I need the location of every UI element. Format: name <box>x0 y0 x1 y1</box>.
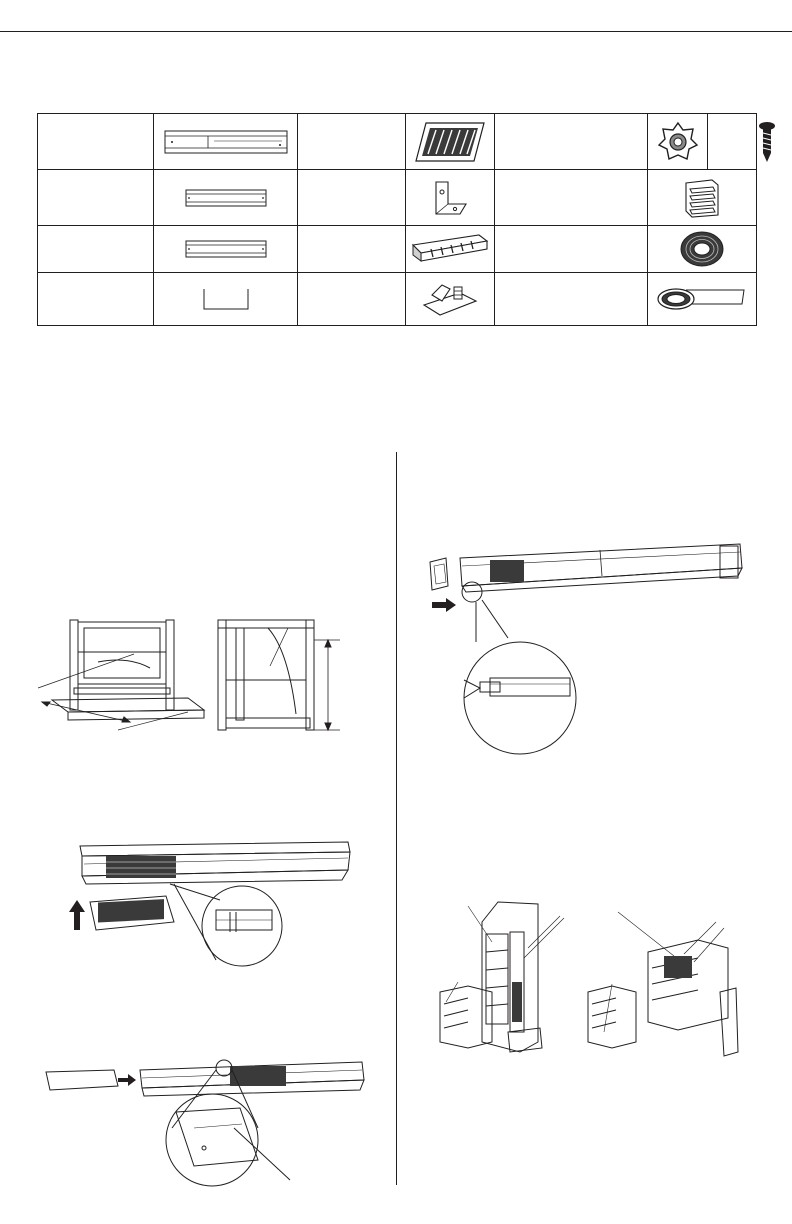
part-label-cell <box>38 114 154 170</box>
part-label-cell <box>298 114 406 170</box>
lock-clip-icon <box>420 279 480 319</box>
top-rule <box>0 31 792 32</box>
guide-rail-icon <box>409 231 491 267</box>
wing-nut-cell <box>648 114 708 170</box>
part-label-cell <box>38 226 154 273</box>
louvered-cover-cell <box>648 170 757 226</box>
extension-panel-icon <box>185 240 267 258</box>
part-label-cell <box>708 114 757 170</box>
guide-rail-cell <box>406 226 495 273</box>
main-panel-icon <box>164 129 288 155</box>
panel-slide-illustration <box>44 1058 364 1180</box>
part-label-cell <box>298 226 406 273</box>
l-bracket-icon <box>430 178 470 218</box>
tape-roll-icon <box>656 284 748 314</box>
part-label-cell <box>38 273 154 326</box>
part-label-cell <box>38 170 154 226</box>
u-channel-cell <box>154 273 298 326</box>
part-label-cell <box>298 273 406 326</box>
tape-roll-cell <box>648 273 757 326</box>
foam-seal-roll-icon <box>679 229 725 269</box>
part-label-cell <box>495 273 648 326</box>
louvered-cover-icon <box>682 177 722 219</box>
parts-row <box>38 170 757 226</box>
wing-nut-icon <box>656 120 700 164</box>
part-label-cell <box>495 170 648 226</box>
extension-panel-icon <box>185 189 267 207</box>
part-label-cell <box>298 170 406 226</box>
filter-panel-cell <box>406 114 495 170</box>
end-cap-attach-illustration <box>420 542 750 754</box>
part-label-cell <box>495 114 648 170</box>
extension-panel-cell <box>154 226 298 273</box>
u-channel-icon <box>203 287 249 311</box>
l-bracket-cell <box>406 170 495 226</box>
filter-insert-illustration <box>70 840 360 970</box>
part-label-cell <box>495 226 648 273</box>
foam-seal-roll-cell <box>648 226 757 273</box>
parts-row <box>38 114 757 170</box>
parts-table <box>37 113 757 326</box>
parts-row <box>38 226 757 273</box>
window-measure-illustration <box>38 610 360 742</box>
column-divider <box>396 452 397 1185</box>
screw-icon <box>757 120 777 164</box>
parts-row <box>38 273 757 326</box>
cover-assembly-illustration <box>428 892 752 1062</box>
extension-panel-cell <box>154 170 298 226</box>
lock-clip-cell <box>406 273 495 326</box>
main-panel-cell <box>154 114 298 170</box>
filter-panel-icon <box>414 120 486 164</box>
